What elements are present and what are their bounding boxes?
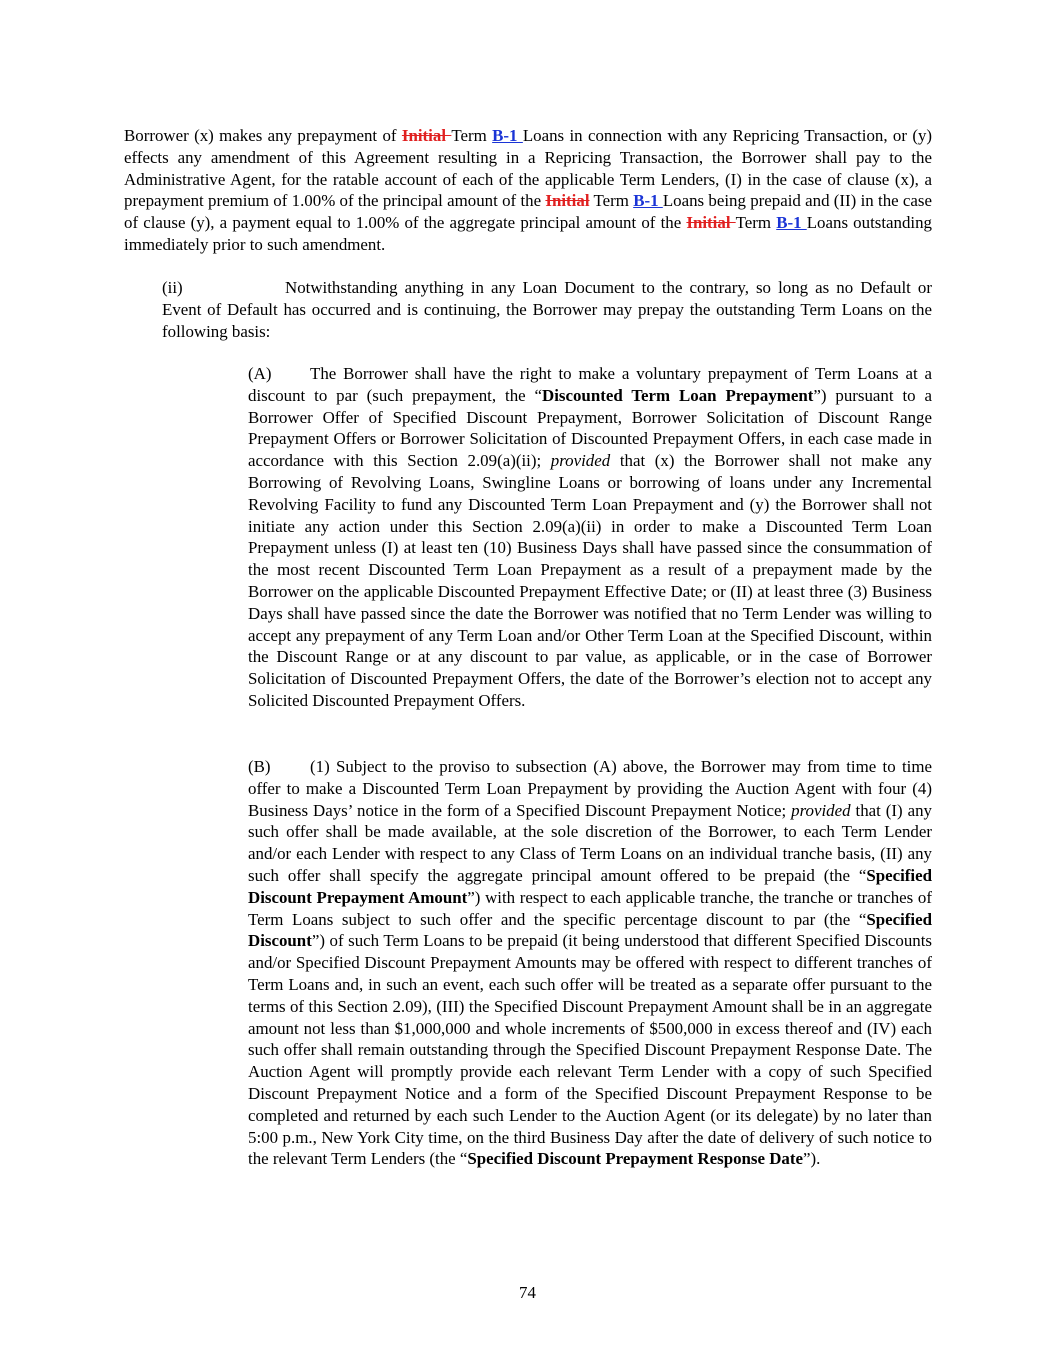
paragraph-ii-discounted-prepayment xyxy=(162,277,932,342)
text-run: Term xyxy=(451,126,493,145)
paragraph-label: (ii) xyxy=(162,278,183,297)
text-run: ”) with respect to each applicable tranche, the tranche or tranches of Term Loans subject to such offer and the specific percentage discount to par (the “ xyxy=(248,887,932,929)
defined-term: Specified Discount xyxy=(248,909,932,951)
text-run: that (I) any such offer shall be made available, at the sole discretion of the Borrower, to each Term Lender and/or each Lender with respect to any Class of Term Loans on an individual tranche basis, (II) any such offer shall specify the aggregate principal amount offered to be prepaid (the “ xyxy=(248,800,932,885)
text-run: The Borrower shall have the right to make a voluntary prepayment of Term Loans at a discount to par (such prepayment, the “ xyxy=(248,364,932,405)
paragraph-repricing-premium xyxy=(124,125,932,256)
text-run: Loans in connection with any Repricing Transaction, or (y) effects any amendment of this Agreement resulting in a Repricing Transaction, the Borrower shall pay to the Administrative Agent, for the ratable account of each of the applicable Term Lenders, (I) in the case of clause (x), a prepayment premium of 1.00% of the principal amount of the xyxy=(124,126,933,211)
text-run: ”). xyxy=(803,1149,821,1169)
defined-term: Discounted Term Loan Prepayment xyxy=(542,385,814,405)
inserted-text: B-1 xyxy=(492,126,523,145)
text-run: Notwithstanding anything in any Loan Document to the contrary, so long as no Default or Event of Default has occurred and is continuing, the Borrower may prepay the outstanding Term Loans on the following basis: xyxy=(162,278,932,341)
deleted-text: Initial xyxy=(686,213,736,233)
inserted-text: B-1 xyxy=(776,213,807,233)
text-run: Borrower (x) makes any prepayment of xyxy=(124,126,402,145)
page-number: 74 xyxy=(519,1283,536,1302)
paragraph-b-specified-discount-offer xyxy=(248,756,932,1170)
inserted-text: B-1 xyxy=(633,191,663,211)
emphasis-text: provided xyxy=(550,451,611,471)
text-run: Loans being prepaid and (II) in the case of clause (y), a payment equal to 1.00% of the aggregate principal amount of the xyxy=(124,191,932,233)
paragraph-label: (B) xyxy=(248,757,271,776)
text-run: Term xyxy=(589,191,634,211)
defined-term: Specified Discount Prepayment Response Date xyxy=(467,1149,803,1169)
defined-term: Specified Discount Prepayment Amount xyxy=(248,865,932,907)
text-run: ”) pursuant to a Borrower Offer of Specified Discount Prepayment, Borrower Solicitation of Discount Range Prepayment Offers or Borrower Solicitation of Discounted Prepayment Offers, in each case made in accordance with this Section 2.09(a)(ii); xyxy=(248,385,932,471)
deleted-text: Initial xyxy=(545,191,590,211)
paragraph-a-voluntary-prepayment xyxy=(248,363,932,712)
text-run: that (x) the Borrower shall not make any Borrowing of Revolving Loans, Swingline Loans or borrowing of loans under any Incremental Revolving Facility to fund any Discounted Term Loan Prepayment and (y) the Borrower shall not initiate any action under this Section 2.09(a)(ii) in order to make a Discounted Term Loan Prepayment unless (I) at least ten (10) Business Days shall have passed since the consummation of the most recent Discounted Term Loan Prepayment as a result of a prepayment made by the Borrower on the applicable Discounted Prepayment Effective Date; or (II) at least three (3) Business Days shall have passed since the date the Borrower was notified that no Term Lender was willing to accept any prepayment of any Term Loan and/or Other Term Loan at the Specified Discount, within the Discount Range or at any discount to par value, as applicable, or in the case of Borrower Solicitation of Discounted Prepayment Offers, the date of the Borrower’s election not to accept any Solicited Discounted Prepayment Offers. xyxy=(248,451,932,710)
emphasis-text: provided xyxy=(791,800,851,820)
deleted-text: Initial xyxy=(401,126,452,145)
text-run: (1) Subject to the proviso to subsection (A) above, the Borrower may from time to time offer to make a Discounted Term Loan Prepayment by providing the Auction Agent with four (4) Business Days’ notice in the form of a Specified Discount Prepayment Notice; xyxy=(248,757,932,820)
text-run: Term xyxy=(735,213,777,233)
text-run: ”) of such Term Loans to be prepaid (it being understood that different Specified Discounts and/or Specified Discount Prepayment Amounts may be offered with respect to different tranches of Term Loans and, in such an event, each such offer will be treated as a separate offer pursuant to the terms of this Section 2.09), (III) the Specified Discount Prepayment Amount shall be in an aggregate amount not less than $1,000,000 and whole increments of $500,000 in excess thereof and (IV) each such offer shall remain outstanding through the Specified Discount Prepayment Response Date. The Auction Agent will promptly provide each relevant Term Lender with a copy of such Specified Discount Prepayment Notice and a form of the Specified Discount Prepayment Response to be completed and returned by each such Lender to the Auction Agent (or its delegate) by no later than 5:00 p.m., New York City time, on the third Business Day after the date of delivery of such notice to the relevant Term Lenders (the “ xyxy=(248,931,932,1169)
text-run: Loans outstanding immediately prior to such amendment. xyxy=(124,213,932,254)
paragraph-label: (A) xyxy=(248,364,272,383)
